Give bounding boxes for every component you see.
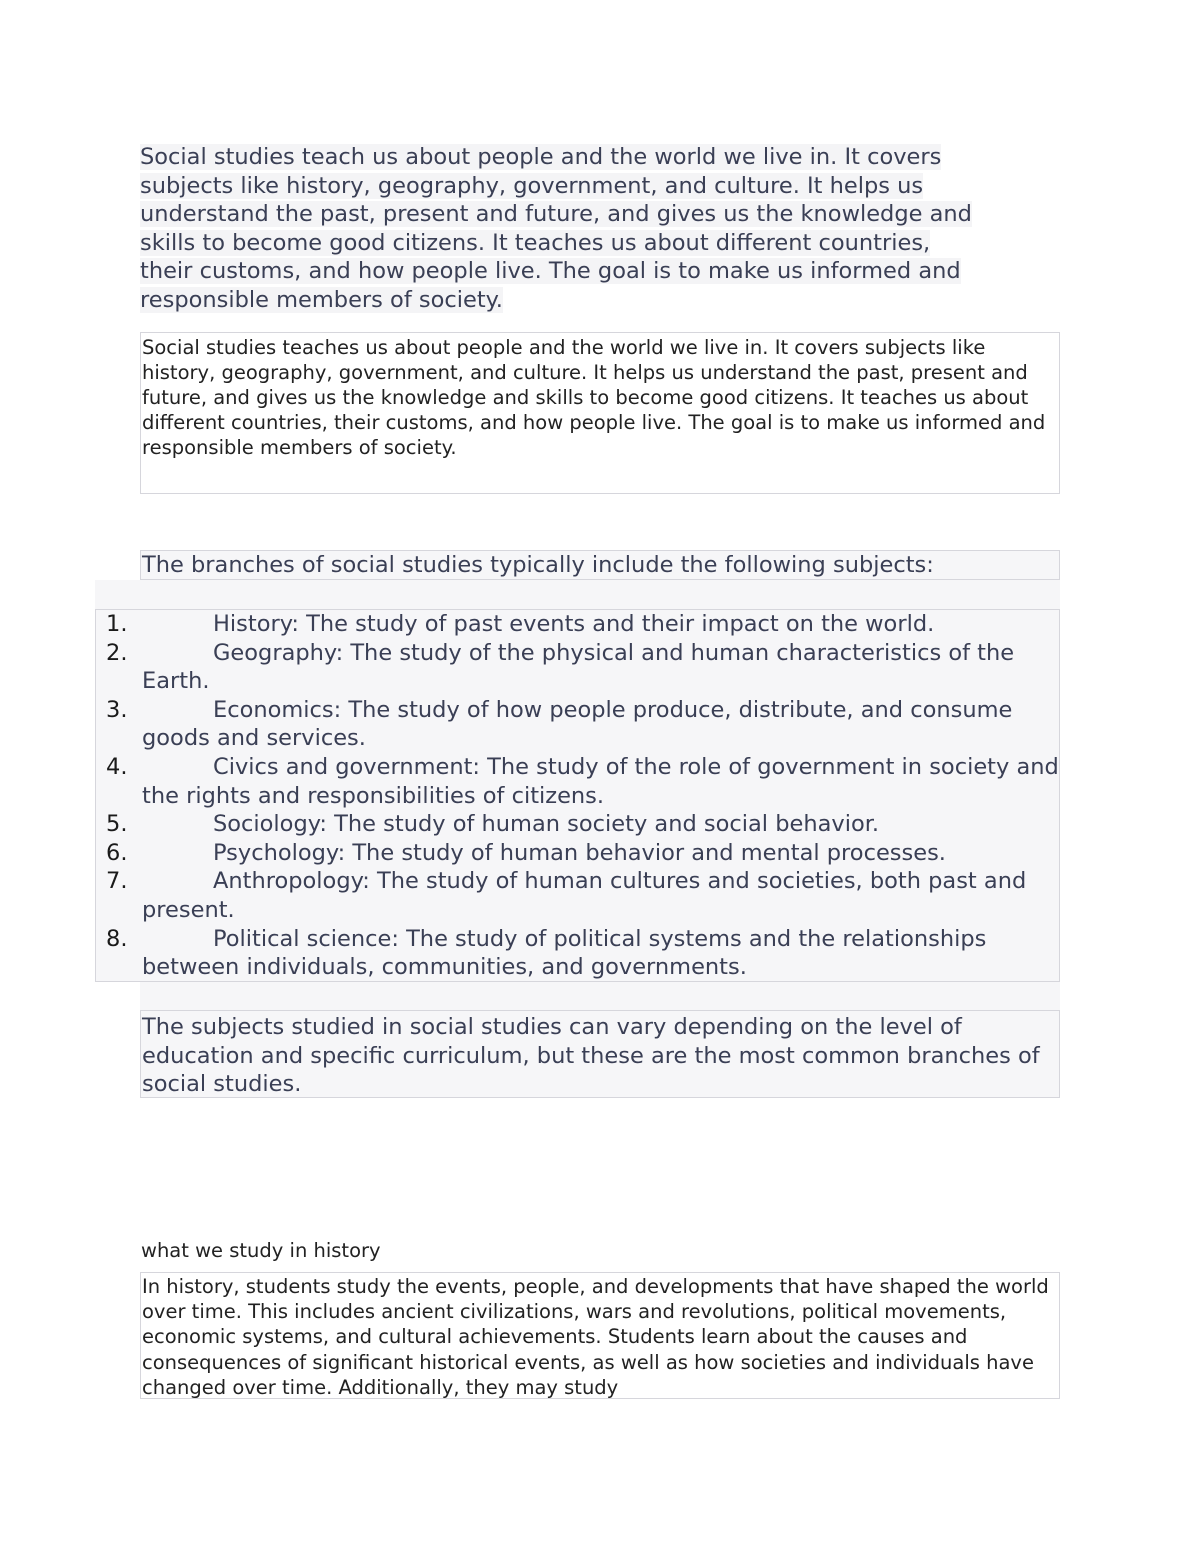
- list-item: [96, 925, 1059, 982]
- list-item: [96, 696, 1059, 753]
- intro-line: skills to become good citizens. It teaches us about different countries,: [140, 229, 931, 256]
- list-number: 8.: [106, 925, 128, 952]
- spacer-band: [95, 580, 1060, 610]
- intro-line: responsible members of society.: [140, 286, 503, 313]
- list-number: 2.: [106, 639, 128, 666]
- spacer-band: [140, 982, 1060, 1010]
- intro-line: subjects like history, geography, government, and culture. It helps us: [140, 172, 924, 199]
- list-item: [96, 810, 1059, 839]
- list-number: 6.: [106, 839, 128, 866]
- list-item-text: Civics and government: The study of the role of government in society and the rights and responsibilities of citizens.: [142, 753, 1059, 809]
- list-item-text: Psychology: The study of human behavior and mental processes.: [213, 839, 946, 866]
- closing-paragraph: The subjects studied in social studies can vary depending on the level of education and specific curriculum, but these are the most common branches of social studies.: [140, 1010, 1060, 1098]
- branches-heading: The branches of social studies typically include the following subjects:: [140, 550, 1060, 580]
- list-item: [96, 867, 1059, 924]
- history-title: what we study in history: [141, 1239, 381, 1262]
- list-item: [96, 753, 1059, 810]
- history-paragraph-box: [140, 1272, 1060, 1399]
- list-item-text: Political science: The study of political systems and the relationships between individuals, communities, and governments.: [142, 925, 987, 981]
- branches-list: [95, 609, 1060, 982]
- list-number: 4.: [106, 753, 128, 780]
- simplified-paragraph: Social studies teaches us about people and the world we live in. It covers subjects like history, geography, government, and culture. It helps us understand the past, present and future, and gives us the knowledge and skills to become good citizens. It teaches us about different countries, their customs, and how people live. The goal is to make us informed and responsible members of society.: [142, 336, 1046, 459]
- history-paragraph: In history, students study the events, people, and developments that have shaped the world over time. This includes ancient civilizations, wars and revolutions, political movements, economic systems, and cultural achievements. Students learn about the causes and consequences of significant historical events, as well as how societies and individuals have changed over time. Additionally, they may study: [142, 1275, 1049, 1399]
- list-item-text: Sociology: The study of human society and social behavior.: [213, 811, 880, 838]
- intro-paragraph: [140, 143, 1060, 315]
- list-number: 3.: [106, 696, 128, 723]
- list-item-text: Geography: The study of the physical and human characteristics of the Earth.: [142, 639, 1015, 695]
- intro-line: their customs, and how people live. The goal is to make us informed and: [140, 258, 961, 285]
- list-number: 7.: [106, 868, 128, 895]
- intro-line: understand the past, present and future, and gives us the knowledge and: [140, 201, 972, 228]
- simplified-paragraph-box: [140, 332, 1060, 494]
- list-item-text: Anthropology: The study of human cultures and societies, both past and present.: [142, 868, 1027, 923]
- list-number: 5.: [106, 811, 128, 838]
- list-item: [96, 610, 1059, 639]
- list-item-text: History: The study of past events and their impact on the world.: [213, 611, 935, 637]
- intro-line: Social studies teach us about people and the world we live in. It covers: [140, 144, 942, 170]
- list-item-text: Economics: The study of how people produce, distribute, and consume goods and services.: [142, 696, 1013, 752]
- list-number: 1.: [106, 611, 128, 637]
- list-item: [96, 639, 1059, 696]
- list-item: [96, 839, 1059, 868]
